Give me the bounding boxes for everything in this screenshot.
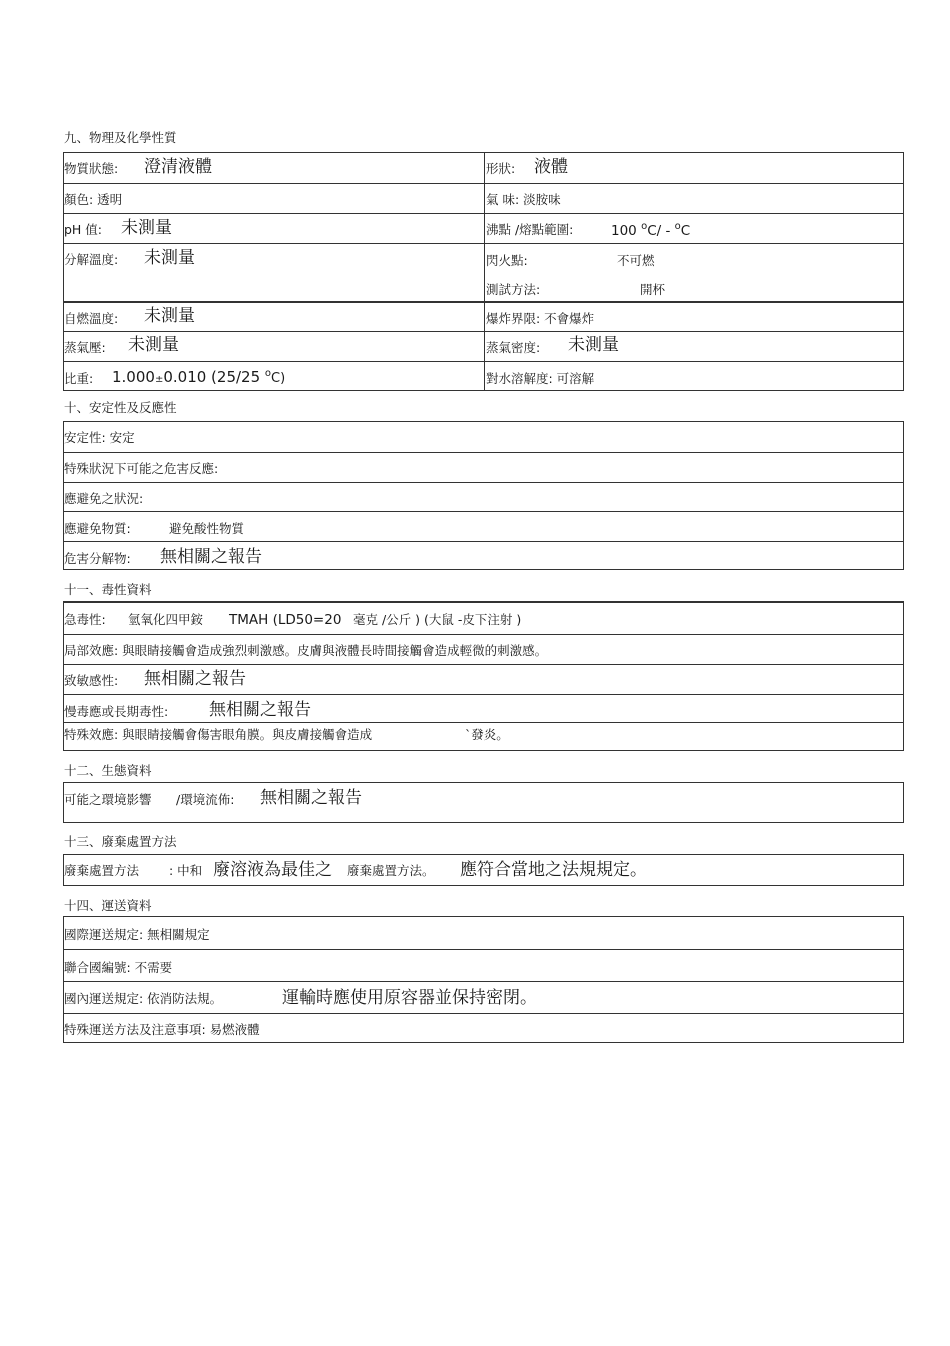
specific-gravity-label: 比重: bbox=[64, 371, 94, 386]
degree-mark: o bbox=[674, 221, 681, 232]
disposal-table bbox=[63, 854, 904, 886]
sg-unit: C) bbox=[271, 371, 286, 386]
section-14-title: 十四、運送資料 bbox=[64, 898, 152, 913]
table-row bbox=[64, 541, 903, 571]
international-transport-text: 國際運送規定: 無相關規定 bbox=[64, 927, 210, 942]
section-13-title: 十三、廢棄處置方法 bbox=[64, 834, 177, 849]
local-effects-text: 局部效應: 與眼睛接觸會造成強烈刺激感。皮膚與液體長時間接觸會造成輕微的刺激感。 bbox=[64, 643, 548, 658]
stability-text: 安定性: 安定 bbox=[64, 430, 135, 445]
solubility-label: 對水溶解度: 可溶解 bbox=[486, 371, 595, 386]
special-transport-text: 特殊運送方法及注意事項: 易燃液體 bbox=[64, 1022, 260, 1037]
acute-toxicity-substance: 氫氧化四甲銨 bbox=[128, 612, 204, 627]
ph-value: 未測量 bbox=[121, 218, 172, 238]
disposal-method-prefix: : 中和 bbox=[169, 863, 203, 878]
avoid-materials-value: 避免酸性物質 bbox=[169, 521, 245, 536]
table-row bbox=[64, 664, 903, 695]
avoid-materials-label: 應避免物質: bbox=[64, 521, 131, 536]
degree-mark: o bbox=[264, 368, 272, 379]
hazard-reaction-text: 特殊狀況下可能之危害反應: bbox=[64, 461, 219, 476]
table-row bbox=[64, 243, 903, 302]
disposal-regulation: 應符合當地之法規規定。 bbox=[460, 860, 647, 880]
odor-label: 氣 味: 淡胺味 bbox=[486, 192, 561, 207]
autoignition-label: 自燃溫度: bbox=[64, 311, 119, 326]
transport-table bbox=[63, 916, 904, 1043]
table-row bbox=[64, 634, 903, 665]
sensitization-label: 致敏感性: bbox=[64, 673, 119, 688]
table-row bbox=[64, 361, 903, 392]
table-row bbox=[64, 153, 903, 183]
state-value: 澄清液體 bbox=[144, 157, 212, 177]
decomp-products-value: 無相關之報告 bbox=[160, 547, 262, 567]
test-method-label: 測試方法: bbox=[486, 282, 541, 297]
specific-gravity-value bbox=[112, 368, 285, 389]
explosion-limit-label: 爆炸界限: 不會爆炸 bbox=[486, 311, 595, 326]
state-label: 物質狀態: bbox=[64, 161, 119, 176]
color-label: 顏色: 透明 bbox=[64, 192, 123, 207]
degree-mark: o bbox=[641, 221, 648, 232]
table-row bbox=[64, 511, 903, 542]
table-row bbox=[64, 452, 903, 483]
decomp-temp-label: 分解溫度: bbox=[64, 252, 119, 267]
shape-value: 液體 bbox=[534, 157, 568, 177]
section-12-title: 十二、生態資料 bbox=[64, 763, 152, 778]
special-effects-suffix: `發炎。 bbox=[465, 727, 509, 742]
table-row bbox=[64, 855, 903, 887]
vapor-pressure-label: 蒸氣壓: bbox=[64, 340, 106, 355]
table-row bbox=[64, 422, 903, 452]
acute-toxicity-label: 急毒性: bbox=[64, 612, 106, 627]
table-row bbox=[64, 603, 903, 634]
acute-toxicity-ld50: TMAH (LD50=20 bbox=[229, 612, 342, 628]
table-row bbox=[64, 694, 903, 723]
disposal-method-main: 廢溶液為最佳之 bbox=[213, 860, 332, 880]
vapor-pressure-value: 未測量 bbox=[128, 335, 179, 355]
flash-point-value: 不可燃 bbox=[617, 253, 655, 268]
section-9-title: 九、物理及化學性質 bbox=[64, 130, 177, 145]
table-row bbox=[64, 722, 903, 752]
vapor-density-value: 未測量 bbox=[568, 335, 619, 355]
section-11-title: 十一、毒性資料 bbox=[64, 582, 152, 597]
boiling-unit-1: C/ - bbox=[647, 223, 671, 239]
sg-value-b: 0.010 (25/25 bbox=[163, 368, 261, 386]
test-method-value: 開杯 bbox=[640, 282, 666, 297]
environmental-value: 無相關之報告 bbox=[260, 788, 362, 808]
flash-point-label: 閃火點: bbox=[486, 253, 528, 268]
chronic-toxicity-value: 無相關之報告 bbox=[209, 700, 311, 720]
domestic-transport-label: 國內運送規定: 依消防法規。 bbox=[64, 991, 223, 1006]
table-row bbox=[64, 301, 903, 333]
avoid-conditions-text: 應避免之狀況: bbox=[64, 491, 144, 506]
table-row bbox=[64, 482, 903, 512]
disposal-label: 廢棄處置方法 bbox=[64, 863, 140, 878]
chronic-toxicity-label: 慢毒應或長期毒性: bbox=[64, 704, 169, 719]
environmental-impact-label: 可能之環境影響 bbox=[64, 792, 152, 807]
ph-label: pH 值: bbox=[64, 222, 103, 237]
table-row bbox=[64, 1013, 903, 1044]
disposal-method-suffix: 廢棄處置方法。 bbox=[347, 863, 435, 878]
shape-label: 形狀: bbox=[486, 161, 516, 176]
vapor-density-label: 蒸氣密度: bbox=[486, 340, 541, 355]
acute-toxicity-unit: 毫克 /公斤 ) (大鼠 -皮下注射 ) bbox=[353, 612, 522, 627]
decomp-temp-value: 未測量 bbox=[144, 248, 195, 268]
table-row bbox=[64, 213, 903, 244]
un-number-text: 聯合國編號: 不需要 bbox=[64, 960, 173, 975]
domestic-transport-value: 運輸時應使用原容器並保持密閉。 bbox=[282, 988, 537, 1008]
stability-table bbox=[63, 421, 904, 570]
boiling-label: 沸點 /熔點範圍: bbox=[486, 222, 574, 237]
table-row bbox=[64, 331, 903, 362]
decomp-products-label: 危害分解物: bbox=[64, 551, 131, 566]
sensitization-value: 無相關之報告 bbox=[144, 669, 246, 689]
section-10-title: 十、安定性及反應性 bbox=[64, 400, 177, 415]
physical-chemical-table bbox=[63, 152, 904, 391]
toxicity-table bbox=[63, 601, 904, 751]
table-row bbox=[64, 783, 903, 824]
sg-value-a: 1.000 bbox=[112, 368, 155, 386]
boiling-number: 100 bbox=[611, 223, 637, 239]
ecology-table bbox=[63, 782, 904, 823]
environmental-fate-label: /環境流佈: bbox=[176, 792, 235, 807]
table-row bbox=[64, 981, 903, 1014]
special-effects-text: 特殊效應: 與眼睛接觸會傷害眼角膜。與皮膚接觸會造成 bbox=[64, 727, 373, 742]
autoignition-value: 未測量 bbox=[144, 306, 195, 326]
boiling-value bbox=[611, 223, 690, 239]
boiling-unit-2: C bbox=[680, 223, 691, 239]
table-row bbox=[64, 949, 903, 982]
table-row bbox=[64, 917, 903, 949]
plus-minus: ± bbox=[154, 374, 164, 385]
table-row bbox=[64, 183, 903, 214]
